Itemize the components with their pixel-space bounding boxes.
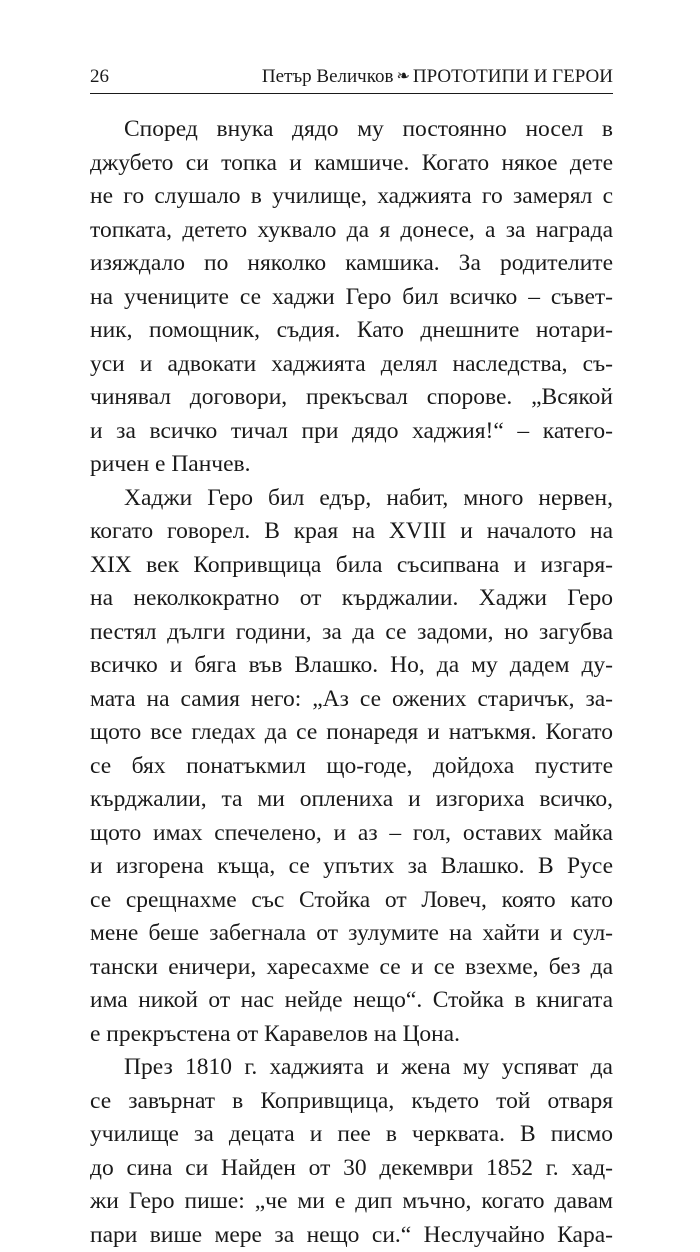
text-line: тански еничери, харесахме се и се взехме, без да [90, 951, 613, 985]
text-line: пестял дълги години, за да се задоми, но загубва [90, 616, 613, 650]
text-line: Според внука дядо му постоянно носел в [90, 113, 613, 147]
text-line: кърджалии, та ми оплениха и изгориха всичко, [90, 783, 613, 817]
paragraph [90, 1051, 613, 1252]
text-line: XIX век Копривщица била съсипвана и изгаря- [90, 549, 613, 583]
text-line: чинявал договори, прекъсвал спорове. „Всякой [90, 381, 613, 415]
text-line: щото имах спечелено, и аз – гол, оставих майка [90, 817, 613, 851]
text-line: пари више мере за нещо си.“ Неслучайно Кара- [90, 1219, 613, 1252]
text-line: топката, детето хуквало да я донесе, а за награда [90, 214, 613, 248]
text-line: жи Геро пише: „че ми е дип мъчно, когато давам [90, 1185, 613, 1219]
body-text [90, 113, 613, 1252]
header-rule [90, 93, 613, 94]
text-line: и за всичко тичал при дядо хаджия!“ – катего- [90, 415, 613, 449]
text-line: уси и адвокати хаджията делял наследства, съ- [90, 348, 613, 382]
text-line: ник, помощник, съдия. Като днешните нотари- [90, 314, 613, 348]
text-line: щото все гледах да се понаредя и натъкмя. Когато [90, 716, 613, 750]
text-line: Хаджи Геро бил едър, набит, много нервен, [90, 482, 613, 516]
text-line: до сина си Найден от 30 декември 1852 г. хад- [90, 1152, 613, 1186]
text-line: когато говорел. В края на XVIII и началото на [90, 515, 613, 549]
book-title: ПРОТОТИПИ И ГЕРОИ [413, 66, 613, 87]
paragraph [90, 482, 613, 1052]
text-line: на неколкократно от кърджалии. Хаджи Геро [90, 582, 613, 616]
text-line: не го слушало в училище, хаджията го замерял с [90, 180, 613, 214]
header-title-group [262, 62, 613, 92]
running-head [90, 62, 613, 92]
text-line: училище за децата и пее в черквата. В писмо [90, 1118, 613, 1152]
text-line: мата на самия него: „Аз се ожених старичък, за- [90, 683, 613, 717]
text-line: има никой от нас нейде нещо“. Стойка в книгата [90, 984, 613, 1018]
text-line: е прекръстена от Каравелов на Цона. [90, 1018, 613, 1052]
text-line: се завърнат в Копривщица, където той отваря [90, 1085, 613, 1119]
text-line: всичко и бяга във Влашко. Но, да му дадем ду- [90, 649, 613, 683]
text-line: на учениците се хаджи Геро бил всичко – съвет- [90, 281, 613, 315]
paragraph [90, 113, 613, 482]
text-line: ричен е Панчев. [90, 448, 613, 482]
fleuron-ornament-icon: ❧ [396, 62, 409, 92]
text-line: мене беше забегнала от зулумите на хайти и сул- [90, 917, 613, 951]
text-line: изяждало по няколко камшика. За родителите [90, 247, 613, 281]
page-number: 26 [90, 62, 109, 92]
text-line: се бях понатъкмил що-годе, дойдоха пустите [90, 750, 613, 784]
text-line: се срещнахме със Стойка от Ловеч, която като [90, 884, 613, 918]
text-line: и изгорена къща, се упътих за Влашко. В Русе [90, 850, 613, 884]
text-line: През 1810 г. хаджията и жена му успяват да [90, 1051, 613, 1085]
author-name: Петър Величков [262, 66, 394, 87]
text-line: джубето си топка и камшиче. Когато някое дете [90, 147, 613, 181]
